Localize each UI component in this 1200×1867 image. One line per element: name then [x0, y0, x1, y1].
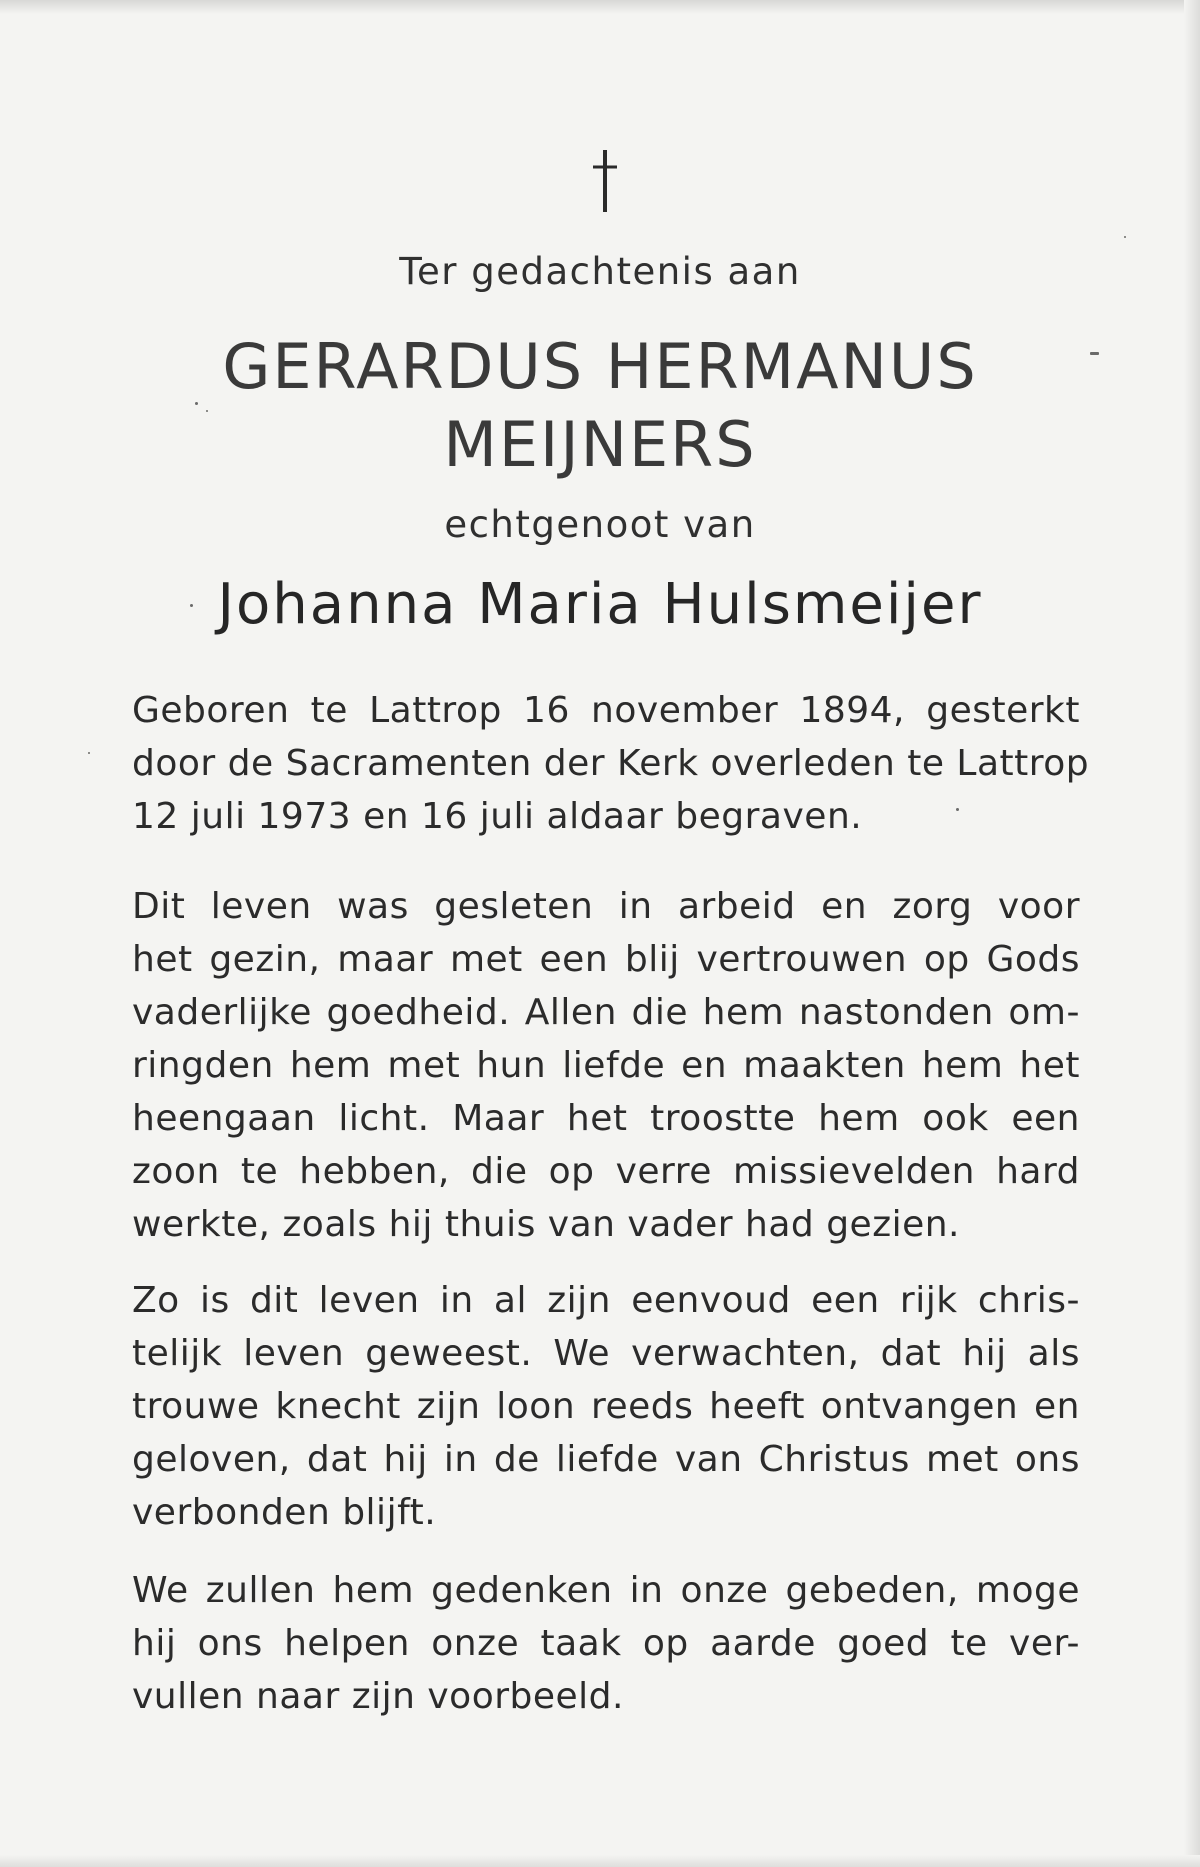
paper-edge-bottom	[0, 1855, 1200, 1867]
text-line: geloven, dat hij in de liefde van Christus met ons	[132, 1439, 1080, 1480]
text-line: vaderlijke goedheid. Allen die hem nastonden om-	[132, 992, 1080, 1033]
paragraph-prayer	[132, 1564, 1080, 1723]
text-line: vullen naar zijn voorbeeld.	[132, 1676, 624, 1717]
text-line: zoon te hebben, die op verre missievelden hard	[132, 1151, 1080, 1192]
text-line: 12 juli 1973 en 16 juli aldaar begraven.	[132, 796, 863, 837]
paragraph-life	[132, 880, 1080, 1251]
text-line: hij ons helpen onze taak op aarde goed te ver-	[132, 1623, 1080, 1664]
text-line: telijk leven geweest. We verwachten, dat hij als	[132, 1333, 1080, 1374]
text-line: heengaan licht. Maar het troostte hem ook een	[132, 1098, 1080, 1139]
text-line: ringden hem met hun liefde en maakten hem het	[132, 1045, 1080, 1086]
spouse-label: echtgenoot van	[444, 503, 756, 546]
text-line: Geboren te Lattrop 16 november 1894, gesterkt	[132, 690, 1080, 731]
paragraph-birth-death	[132, 684, 1090, 843]
text-line: het gezin, maar met een blij vertrouwen op Gods	[132, 939, 1080, 980]
spouse-name: Johanna Maria Hulsmeijer	[217, 572, 983, 637]
deceased-name-line2: MEIJNERS	[443, 408, 757, 481]
text-line: Dit leven was gesleten in arbeid en zorg voor	[132, 886, 1080, 927]
print-speck	[1124, 236, 1126, 238]
intro-text: Ter gedachtenis aan	[399, 250, 801, 293]
print-speck	[88, 752, 90, 754]
text-line: werkte, zoals hij thuis van vader had gezien.	[132, 1204, 960, 1245]
text-line: verbonden blijft.	[132, 1492, 437, 1533]
text-line: Zo is dit leven in al zijn eenvoud een rijk chris-	[132, 1280, 1080, 1321]
text-line: trouwe knecht zijn loon reeds heeft ontvangen en	[132, 1386, 1080, 1427]
deceased-name-line1: GERARDUS HERMANUS	[222, 330, 978, 403]
cross-icon	[590, 150, 620, 212]
paragraph-faith	[132, 1274, 1080, 1539]
text-line: door de Sacramenten der Kerk overleden te Lattrop	[132, 743, 1090, 784]
paper-edge-top	[0, 0, 1200, 14]
text-line: We zullen hem gedenken in onze gebeden, moge	[132, 1570, 1080, 1611]
